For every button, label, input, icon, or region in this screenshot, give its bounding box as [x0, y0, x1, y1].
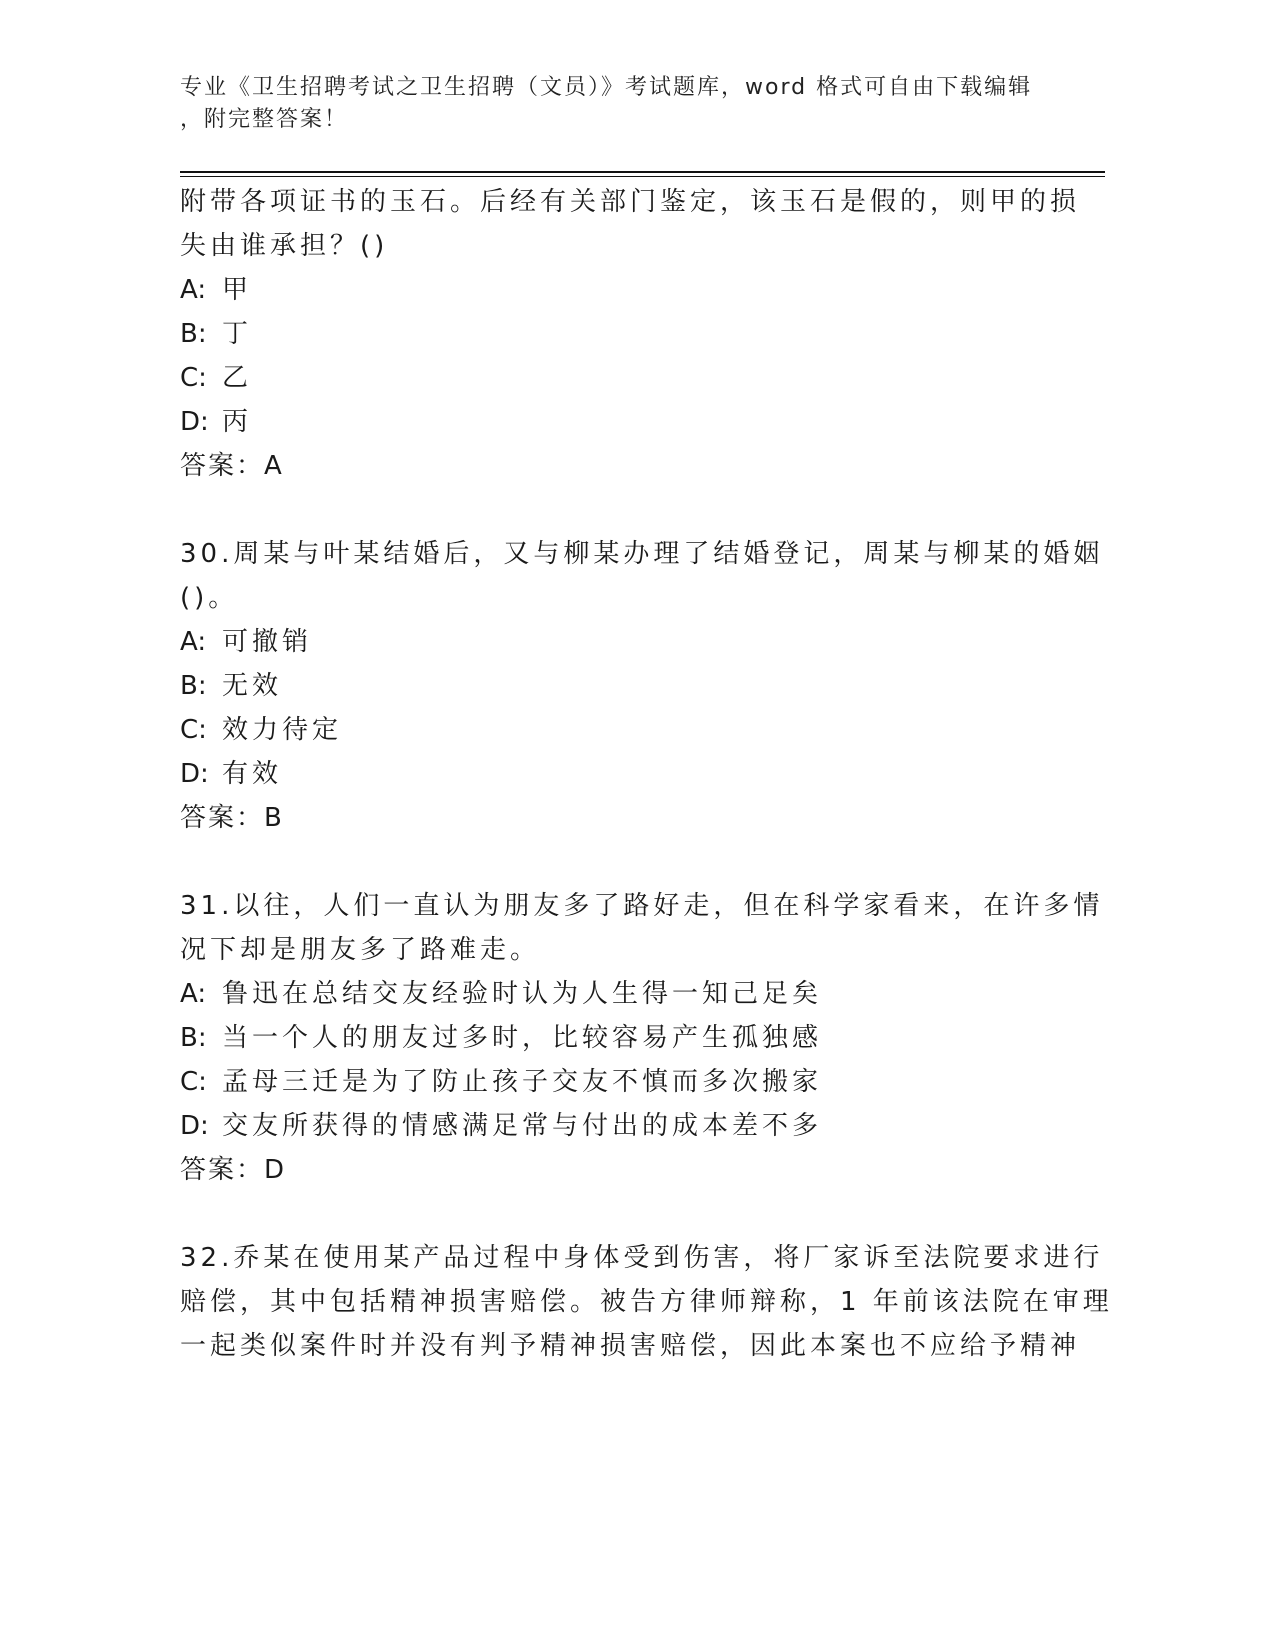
option-c: C: 孟母三迁是为了防止孩子交友不慎而多次搬家 — [180, 1067, 823, 1097]
header-line-2: ，附完整答案！ — [180, 107, 349, 132]
question-partial — [180, 180, 1080, 488]
question-32 — [180, 1236, 1113, 1368]
option-a: A: 鲁迅在总结交友经验时认为人生得一知己足矣 — [180, 979, 823, 1009]
question-text-line: 赔偿，其中包括精神损害赔偿。被告方律师辩称，1 年前该法院在审理 — [180, 1287, 1113, 1317]
question-31 — [180, 884, 1104, 1192]
option-b: B: 无效 — [180, 671, 283, 701]
question-text-line: 失由谁承担？() — [180, 231, 389, 261]
option-d: D: 丙 — [180, 407, 253, 437]
question-text-line: 30.周某与叶某结婚后，又与柳某办理了结婚登记，周某与柳某的婚姻 — [180, 539, 1104, 569]
question-text-line: 32.乔某在使用某产品过程中身体受到伤害，将厂家诉至法院要求进行 — [180, 1243, 1104, 1273]
header-divider-thin — [180, 176, 1105, 177]
option-d: D: 交友所获得的情感满足常与付出的成本差不多 — [180, 1111, 823, 1141]
answer-line: 答案：A — [180, 451, 284, 481]
header-divider-thick — [180, 171, 1105, 173]
header-line-1: 专业《卫生招聘考试之卫生招聘（文员）》考试题库，word 格式可自由下载编辑 — [180, 75, 1033, 100]
option-c: C: 乙 — [180, 363, 253, 393]
question-text-line: 附带各项证书的玉石。后经有关部门鉴定，该玉石是假的，则甲的损 — [180, 187, 1081, 217]
question-text-line: 一起类似案件时并没有判予精神损害赔偿，因此本案也不应给予精神 — [180, 1331, 1081, 1361]
answer-line: 答案：B — [180, 803, 284, 833]
question-text-line: 31.以往，人们一直认为朋友多了路好走，但在科学家看来，在许多情 — [180, 891, 1104, 921]
answer-line: 答案：D — [180, 1155, 287, 1185]
question-30 — [180, 532, 1104, 840]
option-c: C: 效力待定 — [180, 715, 343, 745]
document-body — [180, 180, 1113, 1368]
option-a: A: 可撤销 — [180, 627, 313, 657]
question-text-line: ()。 — [180, 583, 239, 613]
document-header — [180, 72, 1080, 136]
option-a: A: 甲 — [180, 275, 253, 305]
question-text-line: 况下却是朋友多了路难走。 — [180, 935, 541, 965]
option-d: D: 有效 — [180, 759, 283, 789]
option-b: B: 丁 — [180, 319, 253, 349]
option-b: B: 当一个人的朋友过多时，比较容易产生孤独感 — [180, 1023, 823, 1053]
